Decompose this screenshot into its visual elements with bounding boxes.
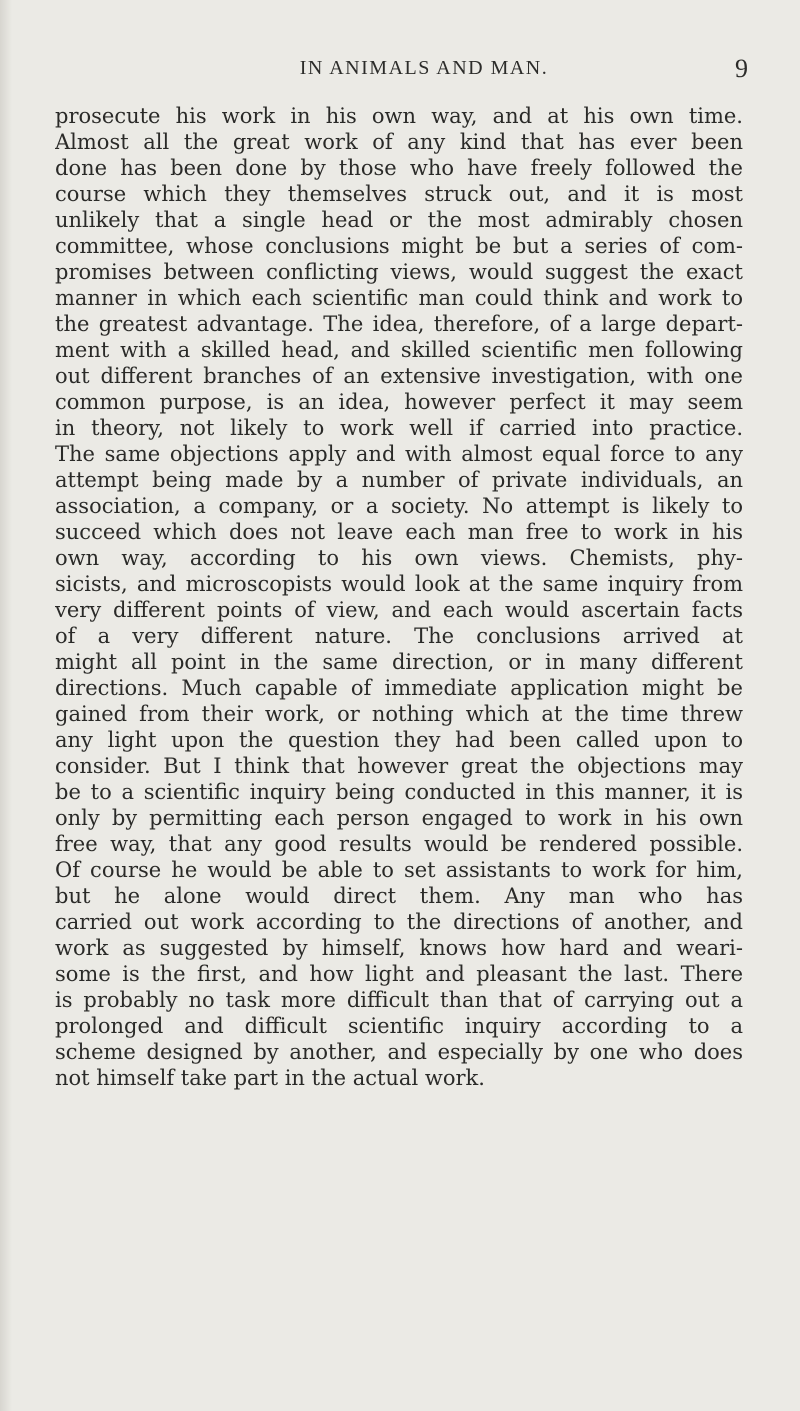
- text-line: scheme designed by another, and especially by one who does: [55, 1040, 743, 1064]
- text-line: attempt being made by a number of private individuals, an: [55, 468, 743, 492]
- text-line: but he alone would direct them. Any man who has: [55, 884, 743, 908]
- text-line: not himself take part in the actual work.: [55, 1066, 485, 1090]
- text-line: Of course he would be able to set assistants to work for him,: [55, 858, 743, 882]
- text-line: unlikely that a single head or the most admirably chosen: [55, 208, 743, 232]
- text-line: committee, whose conclusions might be but a series of com-: [55, 234, 743, 258]
- text-line: course which they themselves struck out, and it is most: [55, 182, 743, 206]
- text-line: directions. Much capable of immediate application might be: [55, 676, 743, 700]
- text-line: might all point in the same direction, or in many different: [55, 650, 743, 674]
- text-line: work as suggested by himself, knows how hard and weari-: [55, 936, 743, 960]
- text-line: association, a company, or a society. No attempt is likely to: [55, 494, 743, 518]
- running-header: [0, 54, 800, 87]
- text-line: is probably no task more difficult than that of carrying out a: [55, 988, 743, 1012]
- text-line: manner in which each scientific man could think and work to: [55, 286, 743, 310]
- text-line: The same objections apply and with almost equal force to any: [55, 442, 743, 466]
- text-line: gained from their work, or nothing which at the time threw: [55, 702, 743, 726]
- text-line: prolonged and difficult scientific inquiry according to a: [55, 1014, 743, 1038]
- text-line: succeed which does not leave each man free to work in his: [55, 520, 743, 544]
- text-line: consider. But I think that however great the objections may: [55, 754, 743, 778]
- text-line: only by permitting each person engaged to work in his own: [55, 806, 743, 830]
- text-line: done has been done by those who have freely followed the: [55, 156, 743, 180]
- text-line: some is the first, and how light and pleasant the last. There: [55, 962, 743, 986]
- text-line: common purpose, is an idea, however perfect it may seem: [55, 390, 743, 414]
- text-line: any light upon the question they had been called upon to: [55, 728, 743, 752]
- text-line: be to a scientific inquiry being conducted in this manner, it is: [55, 780, 743, 804]
- page-binding-shadow: [0, 0, 12, 1411]
- text-line: own way, according to his own views. Chemists, phy-: [55, 546, 743, 570]
- text-line: of a very different nature. The conclusions arrived at: [55, 624, 743, 648]
- page-number: 9: [735, 54, 748, 83]
- running-title: IN ANIMALS AND MAN.: [299, 57, 549, 79]
- text-line: carried out work according to the directions of another, and: [55, 910, 743, 934]
- body-paragraph: [55, 103, 743, 1091]
- text-line: in theory, not likely to work well if carried into practice.: [55, 416, 743, 440]
- text-line: very different points of view, and each would ascertain facts: [55, 598, 743, 622]
- text-line: free way, that any good results would be rendered possible.: [55, 832, 743, 856]
- text-line: out different branches of an extensive investigation, with one: [55, 364, 743, 388]
- text-line: sicists, and microscopists would look at the same inquiry from: [55, 572, 743, 596]
- text-line: prosecute his work in his own way, and at his own time.: [55, 104, 743, 128]
- text-line: ment with a skilled head, and skilled scientific men following: [55, 338, 743, 362]
- text-line: the greatest advantage. The idea, therefore, of a large depart-: [55, 312, 743, 336]
- text-line: promises between conflicting views, would suggest the exact: [55, 260, 743, 284]
- text-line: Almost all the great work of any kind that has ever been: [55, 130, 743, 154]
